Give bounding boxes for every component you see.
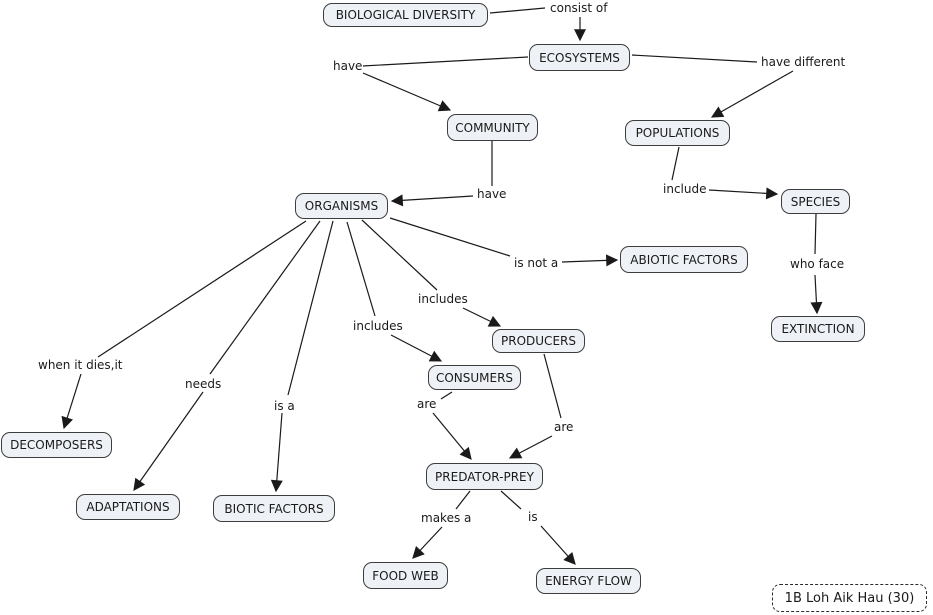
link-label-are-consumers[interactable]: are (417, 397, 437, 411)
node-extinction[interactable]: EXTINCTION (771, 316, 865, 342)
node-food-web[interactable]: FOOD WEB (363, 562, 448, 589)
link-label-needs[interactable]: needs (185, 377, 222, 391)
node-species[interactable]: SPECIES (781, 189, 850, 214)
node-biotic-factors[interactable]: BIOTIC FACTORS (213, 495, 335, 522)
link-label-when-it-dies-it[interactable]: when it dies,it (38, 358, 123, 372)
node-populations[interactable]: POPULATIONS (625, 120, 730, 146)
link-label-include[interactable]: include (663, 182, 707, 196)
link-label-includes-producers[interactable]: includes (418, 292, 468, 306)
node-organisms[interactable]: ORGANISMS (295, 193, 388, 219)
node-producers[interactable]: PRODUCERS (492, 329, 585, 353)
node-decomposers[interactable]: DECOMPOSERS (1, 432, 112, 458)
node-predator-prey[interactable]: PREDATOR-PREY (426, 463, 543, 490)
link-label-consist-of[interactable]: consist of (550, 1, 608, 15)
link-label-is[interactable]: is (528, 510, 538, 524)
link-label-have-ecosystems-community[interactable]: have (333, 59, 363, 73)
node-energy-flow[interactable]: ENERGY FLOW (536, 568, 641, 594)
link-label-who-face[interactable]: who face (790, 257, 845, 271)
signature-box[interactable]: 1B Loh Aik Hau (30) (772, 584, 927, 612)
link-label-are-producers[interactable]: are (554, 420, 574, 434)
node-adaptations[interactable]: ADAPTATIONS (76, 494, 180, 520)
link-label-have-community-organisms[interactable]: have (477, 187, 507, 201)
node-ecosystems[interactable]: ECOSYSTEMS (529, 44, 630, 71)
node-biological-diversity[interactable]: BIOLOGICAL DIVERSITY (323, 3, 488, 27)
link-label-is-a[interactable]: is a (274, 399, 295, 413)
link-label-is-not-a[interactable]: is not a (514, 256, 559, 270)
node-community[interactable]: COMMUNITY (447, 114, 538, 141)
link-label-makes-a[interactable]: makes a (421, 511, 472, 525)
node-abiotic-factors[interactable]: ABIOTIC FACTORS (620, 246, 748, 273)
link-label-have-different[interactable]: have different (761, 55, 846, 69)
link-label-includes-consumers[interactable]: includes (353, 319, 403, 333)
node-consumers[interactable]: CONSUMERS (428, 365, 521, 390)
